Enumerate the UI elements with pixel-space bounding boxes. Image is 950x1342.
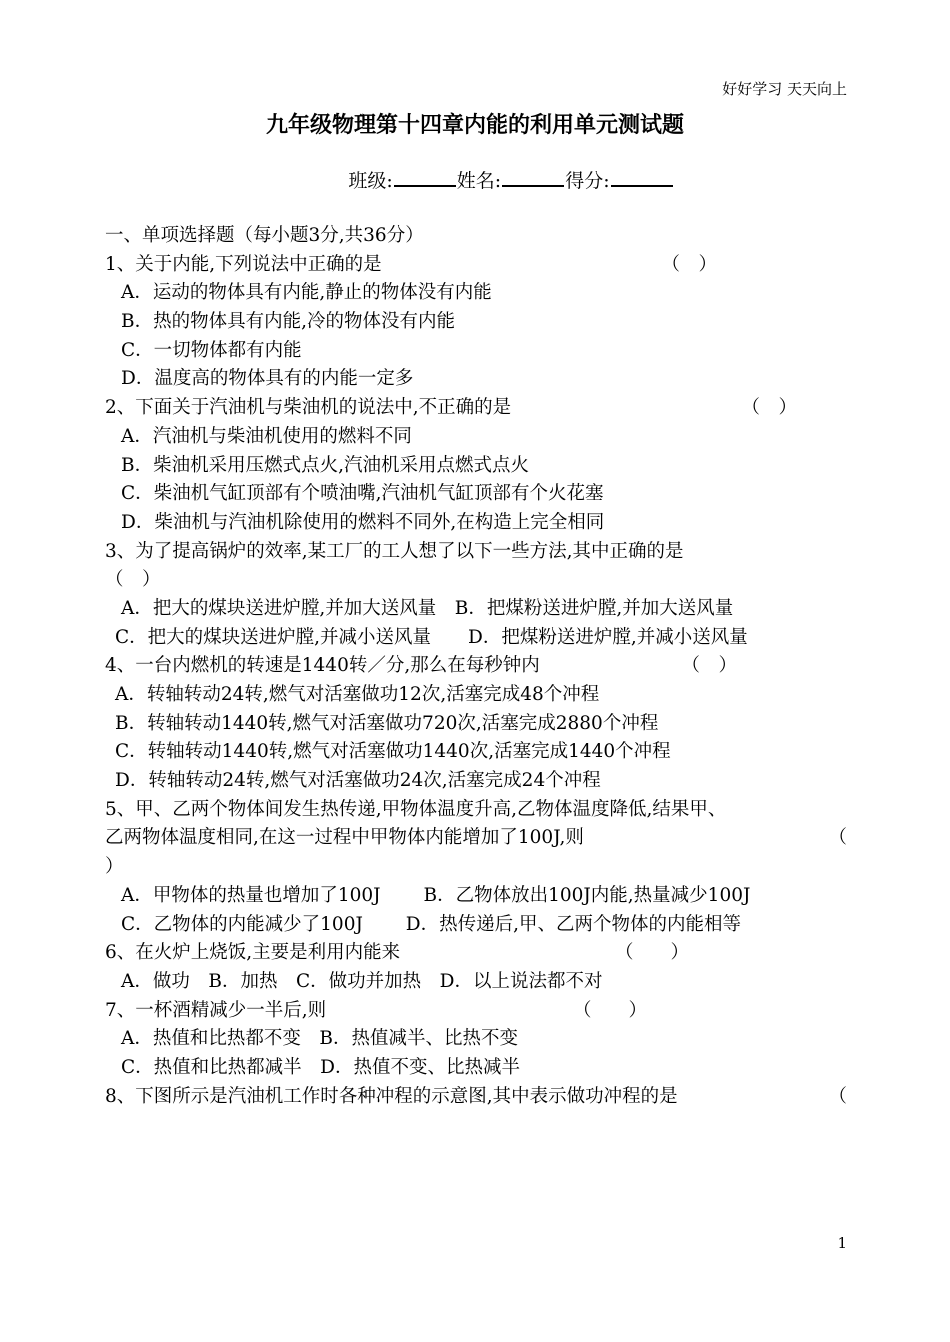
option-c: C．一切物体都有内能	[121, 339, 302, 361]
header-note: 好好学习 天天向上	[722, 80, 847, 98]
score-label: 得分:	[565, 170, 610, 192]
answer-bracket: （ ）	[661, 253, 717, 275]
options-cd: C．把大的煤块送进炉膛,并减小送风量 D．把煤粉送进炉膛,并减小送风量	[115, 626, 748, 648]
question-3-stem: 3、为了提高锅炉的效率,某工厂的工人想了以下一些方法,其中正确的是	[105, 540, 684, 562]
question-2-stem	[105, 394, 847, 423]
class-blank[interactable]	[394, 167, 456, 187]
option-a: A．运动的物体具有内能,静止的物体没有内能	[121, 282, 492, 304]
question-4-text: 4、一台内燃机的转速是1440转／分,那么在每秒钟内	[105, 655, 540, 677]
question-8-text: 8、下图所示是汽油机工作时各种冲程的示意图,其中表示做功冲程的是	[105, 1085, 678, 1107]
score-blank[interactable]	[611, 167, 673, 187]
option-d: D．柴油机与汽油机除使用的燃料不同外,在构造上完全相同	[121, 511, 605, 533]
section-heading: 一、单项选择题（每小题3分,共36分）	[105, 225, 424, 246]
answer-bracket-open: （	[828, 827, 847, 849]
options-ab: A．甲物体的热量也增加了100J B．乙物体放出100J内能,热量减少100J	[121, 884, 751, 906]
answer-bracket: （ ）	[614, 942, 689, 964]
class-label: 班级:	[348, 170, 393, 192]
question-5-text: 乙两物体温度相同,在这一过程中甲物体内能增加了100J,则	[105, 827, 584, 849]
question-6-text: 6、在火炉上烧饭,主要是利用内能来	[105, 942, 401, 964]
options-cd: C．乙物体的内能减少了100J D．热传递后,甲、乙两个物体的内能相等	[121, 913, 741, 935]
option-b: B．热的物体具有内能,冷的物体没有内能	[121, 311, 455, 333]
answer-bracket: （ ）	[105, 569, 161, 591]
option-c: C．转轴转动1440转,燃气对活塞做功1440次,活塞完成1440个冲程	[115, 741, 671, 763]
question-content	[105, 222, 847, 1111]
question-1-stem	[105, 251, 847, 280]
option-d: D．温度高的物体具有的内能一定多	[121, 368, 414, 390]
question-5-stem-line-2	[105, 824, 847, 853]
answer-bracket: （ ）	[572, 999, 647, 1021]
option-a: A．汽油机与柴油机使用的燃料不同	[121, 425, 412, 447]
question-6-stem	[105, 939, 847, 968]
options-cd: C．热值和比热都减半 D．热值不变、比热减半	[121, 1057, 520, 1078]
question-4-stem	[105, 652, 847, 681]
answer-bracket-close: ）	[105, 856, 124, 878]
question-2-text: 2、下面关于汽油机与柴油机的说法中,不正确的是	[105, 397, 512, 419]
name-label: 姓名:	[456, 170, 502, 192]
question-5-stem-line-1: 5、甲、乙两个物体间发生热传递,甲物体温度升高,乙物体温度降低,结果甲、	[105, 798, 727, 820]
option-b: B．柴油机采用压燃式点火,汽油机采用点燃式点火	[121, 454, 529, 476]
page-title: 九年级物理第十四章内能的利用单元测试题	[265, 112, 684, 138]
option-d: D．转轴转动24转,燃气对活塞做功24次,活塞完成24个冲程	[115, 770, 601, 792]
answer-bracket: （ ）	[741, 397, 797, 419]
answer-bracket-open: （	[828, 1085, 847, 1107]
options-ab: A．热值和比热都不变 B．热值减半、比热不变	[121, 1028, 518, 1050]
option-c: C．柴油机气缸顶部有个喷油嘴,汽油机气缸顶部有个火花塞	[121, 483, 604, 505]
question-7-text: 7、一杯酒精减少一半后,则	[105, 999, 327, 1021]
name-blank[interactable]	[502, 167, 564, 187]
option-a: A．转轴转动24转,燃气对活塞做功12次,活塞完成48个冲程	[115, 684, 600, 706]
question-8-stem	[105, 1083, 847, 1112]
options: A．做功 B．加热 C．做功并加热 D．以上说法都不对	[121, 970, 603, 992]
options-ab: A．把大的煤块送进炉膛,并加大送风量 B．把煤粉送进炉膛,并加大送风量	[121, 597, 734, 619]
question-7-stem	[105, 997, 847, 1026]
question-1-text: 1、关于内能,下列说法中正确的是	[105, 253, 382, 275]
answer-bracket: （ ）	[681, 655, 737, 677]
option-b: B．转轴转动1440转,燃气对活塞做功720次,活塞完成2880个冲程	[115, 712, 659, 734]
student-info-line	[0, 166, 950, 193]
page-number: 1	[837, 1234, 847, 1252]
